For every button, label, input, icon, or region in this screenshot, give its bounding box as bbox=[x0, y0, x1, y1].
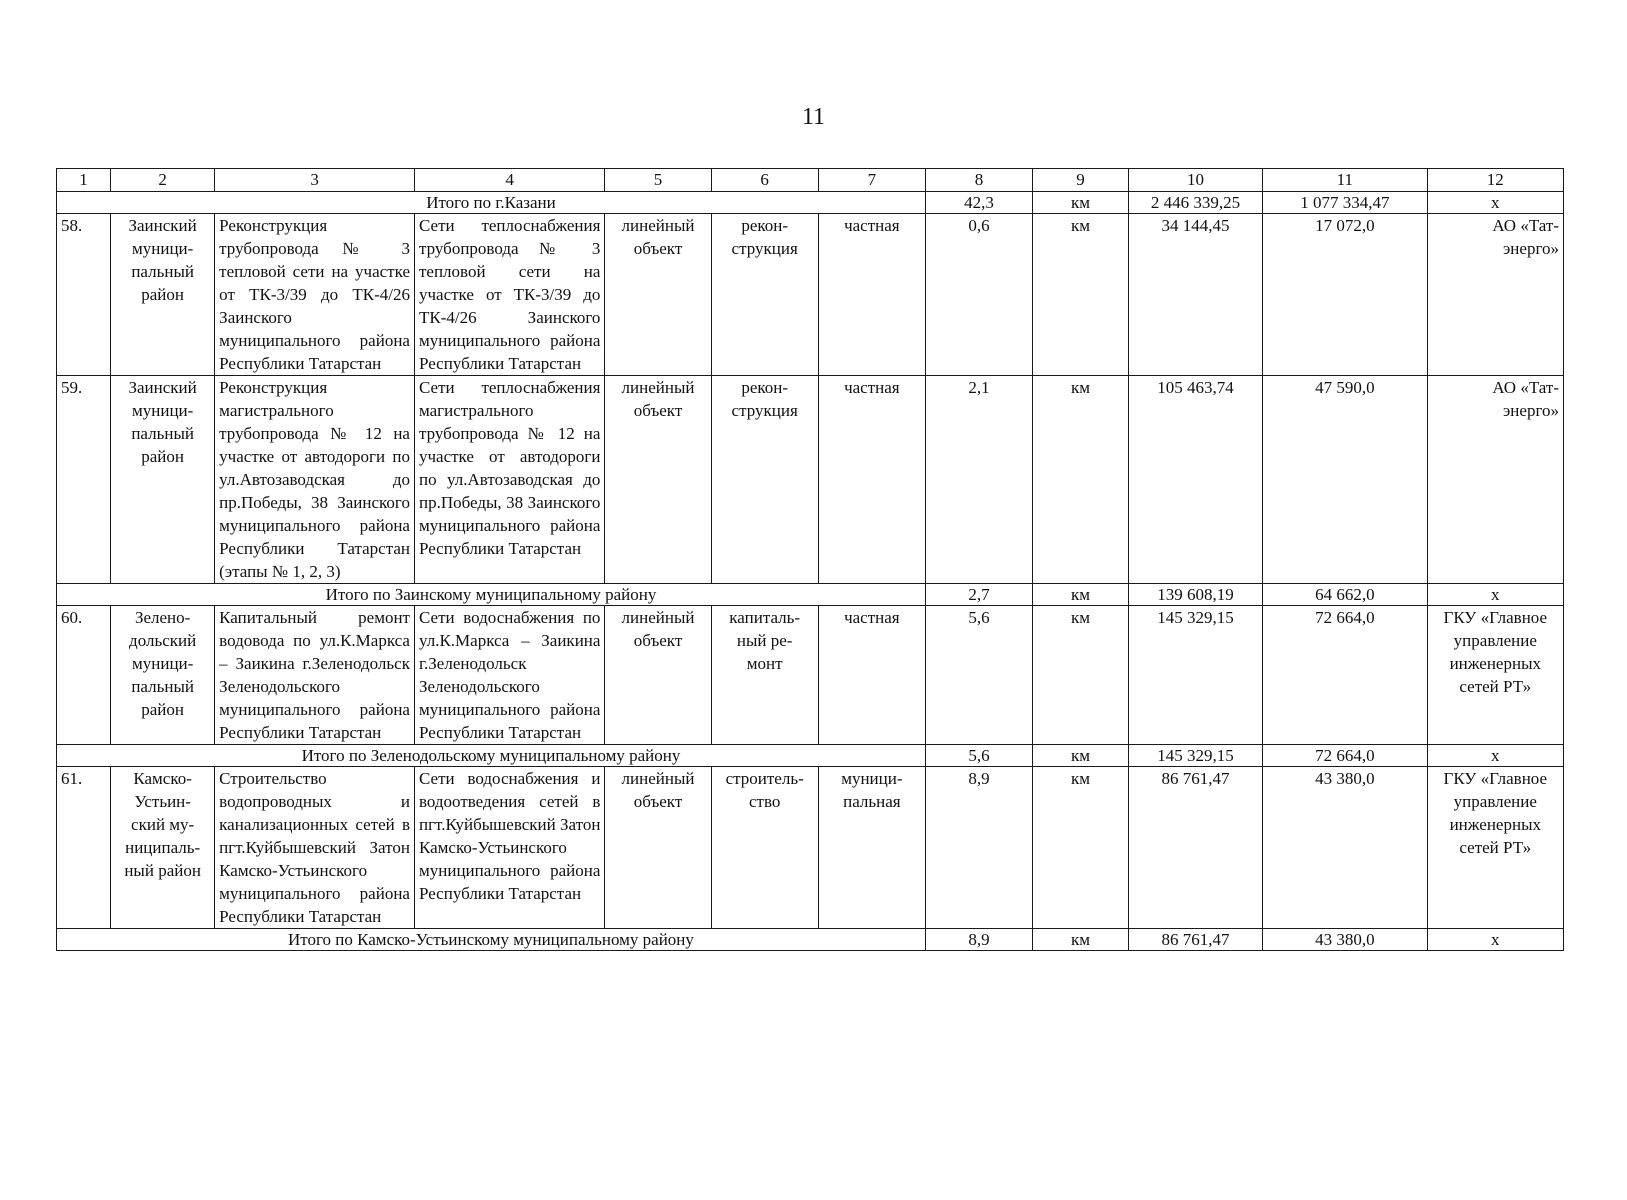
object-cell: Сети теплоснабжения магистрального трубопровода № 12 на участке от автодороги по ул.Автозаводская до пр.Победы, 38 Заинского муниципального района Республики Татарстан bbox=[414, 376, 604, 584]
object-cell: Сети теплоснабжения трубопровода № 3 тепловой сети на участке от ТК-3/39 до ТК-4/26 Заинского муниципального района Республики Татарстан bbox=[414, 214, 604, 376]
funding-cell: 72 664,0 bbox=[1263, 606, 1427, 745]
header-cell: 11 bbox=[1263, 169, 1427, 192]
work-type-cell: капиталь- ный ре- монт bbox=[711, 606, 818, 745]
header-cell: 4 bbox=[414, 169, 604, 192]
row-number: 58. bbox=[57, 214, 111, 376]
header-cell: 7 bbox=[818, 169, 925, 192]
row-number: 61. bbox=[57, 767, 111, 929]
customer-cell: АО «Тат- энерго» bbox=[1427, 376, 1563, 584]
header-cell: 10 bbox=[1128, 169, 1262, 192]
header-cell: 9 bbox=[1033, 169, 1129, 192]
length-cell: 8,9 bbox=[925, 767, 1032, 929]
unit-cell: км bbox=[1033, 767, 1129, 929]
total-label: Итого по Камско-Устьинскому муниципальному району bbox=[57, 929, 926, 951]
total-x: x bbox=[1427, 584, 1563, 606]
header-cell: 2 bbox=[111, 169, 215, 192]
total-row-zainsk bbox=[57, 584, 1564, 606]
district-cell: Камско- Устьин- ский му- ниципаль- ный район bbox=[111, 767, 215, 929]
project-name-cell: Капитальный ремонт водовода по ул.К.Маркса – Заикина г.Зеленодольск Зеленодольского муниципального района Республики Татарстан bbox=[215, 606, 415, 745]
funding-cell: 47 590,0 bbox=[1263, 376, 1427, 584]
header-cell: 5 bbox=[605, 169, 711, 192]
length-cell: 2,1 bbox=[925, 376, 1032, 584]
total-label: Итого по Заинскому муниципальному району bbox=[57, 584, 926, 606]
total-length: 2,7 bbox=[925, 584, 1032, 606]
ownership-cell: частная bbox=[818, 606, 925, 745]
total-label: Итого по г.Казани bbox=[57, 192, 926, 214]
total-unit: км bbox=[1033, 929, 1129, 951]
header-cell: 8 bbox=[925, 169, 1032, 192]
total-funding: 72 664,0 bbox=[1263, 745, 1427, 767]
cost-cell: 105 463,74 bbox=[1128, 376, 1262, 584]
table-row bbox=[57, 214, 1564, 376]
customer-cell: ГКУ «Главное управление инженерных сетей РТ» bbox=[1427, 606, 1563, 745]
total-x: x bbox=[1427, 929, 1563, 951]
object-cell: Сети водоснабжения и водоотведения сетей в пгт.Куйбышевский Затон Камско-Устьинского муниципального района Республики Татарстан bbox=[414, 767, 604, 929]
cost-cell: 34 144,45 bbox=[1128, 214, 1262, 376]
total-cost: 139 608,19 bbox=[1128, 584, 1262, 606]
column-number-row bbox=[57, 169, 1564, 192]
total-length: 8,9 bbox=[925, 929, 1032, 951]
total-x: x bbox=[1427, 745, 1563, 767]
total-row-kazan bbox=[57, 192, 1564, 214]
object-type-cell: линейный объект bbox=[605, 606, 711, 745]
row-number: 60. bbox=[57, 606, 111, 745]
ownership-cell: муници- пальная bbox=[818, 767, 925, 929]
unit-cell: км bbox=[1033, 606, 1129, 745]
total-cost: 145 329,15 bbox=[1128, 745, 1262, 767]
object-type-cell: линейный объект bbox=[605, 214, 711, 376]
total-length: 42,3 bbox=[925, 192, 1032, 214]
header-cell: 12 bbox=[1427, 169, 1563, 192]
length-cell: 0,6 bbox=[925, 214, 1032, 376]
cost-cell: 145 329,15 bbox=[1128, 606, 1262, 745]
funding-cell: 17 072,0 bbox=[1263, 214, 1427, 376]
customer-cell: АО «Тат- энерго» bbox=[1427, 214, 1563, 376]
total-funding: 43 380,0 bbox=[1263, 929, 1427, 951]
work-type-cell: строитель- ство bbox=[711, 767, 818, 929]
table-row bbox=[57, 767, 1564, 929]
header-cell: 1 bbox=[57, 169, 111, 192]
work-type-cell: рекон- струкция bbox=[711, 214, 818, 376]
total-row-zelenodolsk bbox=[57, 745, 1564, 767]
customer-cell: ГКУ «Главное управление инженерных сетей РТ» bbox=[1427, 767, 1563, 929]
project-name-cell: Реконструкция трубопровода № 3 тепловой сети на участке от ТК-3/39 до ТК-4/26 Заинского муниципального района Республики Татарстан bbox=[215, 214, 415, 376]
total-unit: км bbox=[1033, 745, 1129, 767]
objects-table bbox=[56, 168, 1564, 951]
project-name-cell: Реконструкция магистрального трубопровода № 12 на участке от автодороги по ул.Автозаводская до пр.Победы, 38 Заинского муниципального района Республики Татарстан (этапы № 1, 2, 3) bbox=[215, 376, 415, 584]
total-unit: км bbox=[1033, 584, 1129, 606]
district-cell: Заинский муници- пальный район bbox=[111, 376, 215, 584]
total-cost: 2 446 339,25 bbox=[1128, 192, 1262, 214]
work-type-cell: рекон- струкция bbox=[711, 376, 818, 584]
row-number: 59. bbox=[57, 376, 111, 584]
district-cell: Заинский муници- пальный район bbox=[111, 214, 215, 376]
unit-cell: км bbox=[1033, 214, 1129, 376]
page-number: 11 bbox=[801, 104, 826, 130]
district-cell: Зелено- дольский муници- пальный район bbox=[111, 606, 215, 745]
object-type-cell: линейный объект bbox=[605, 376, 711, 584]
total-unit: км bbox=[1033, 192, 1129, 214]
total-funding: 1 077 334,47 bbox=[1263, 192, 1427, 214]
total-length: 5,6 bbox=[925, 745, 1032, 767]
table-row bbox=[57, 606, 1564, 745]
header-cell: 6 bbox=[711, 169, 818, 192]
total-label: Итого по Зеленодольскому муниципальному району bbox=[57, 745, 926, 767]
ownership-cell: частная bbox=[818, 376, 925, 584]
total-row-kamsko-ustyinsky bbox=[57, 929, 1564, 951]
header-cell: 3 bbox=[215, 169, 415, 192]
object-type-cell: линейный объект bbox=[605, 767, 711, 929]
ownership-cell: частная bbox=[818, 214, 925, 376]
table-row bbox=[57, 376, 1564, 584]
length-cell: 5,6 bbox=[925, 606, 1032, 745]
object-cell: Сети водоснабжения по ул.К.Маркса – Заикина г.Зеленодольск Зеленодольского муниципального района Республики Татарстан bbox=[414, 606, 604, 745]
unit-cell: км bbox=[1033, 376, 1129, 584]
total-cost: 86 761,47 bbox=[1128, 929, 1262, 951]
cost-cell: 86 761,47 bbox=[1128, 767, 1262, 929]
project-name-cell: Строительство водопроводных и канализационных сетей в пгт.Куйбышевский Затон Камско-Устьинского муниципального района Республики Татарстан bbox=[215, 767, 415, 929]
funding-cell: 43 380,0 bbox=[1263, 767, 1427, 929]
total-x: x bbox=[1427, 192, 1563, 214]
total-funding: 64 662,0 bbox=[1263, 584, 1427, 606]
